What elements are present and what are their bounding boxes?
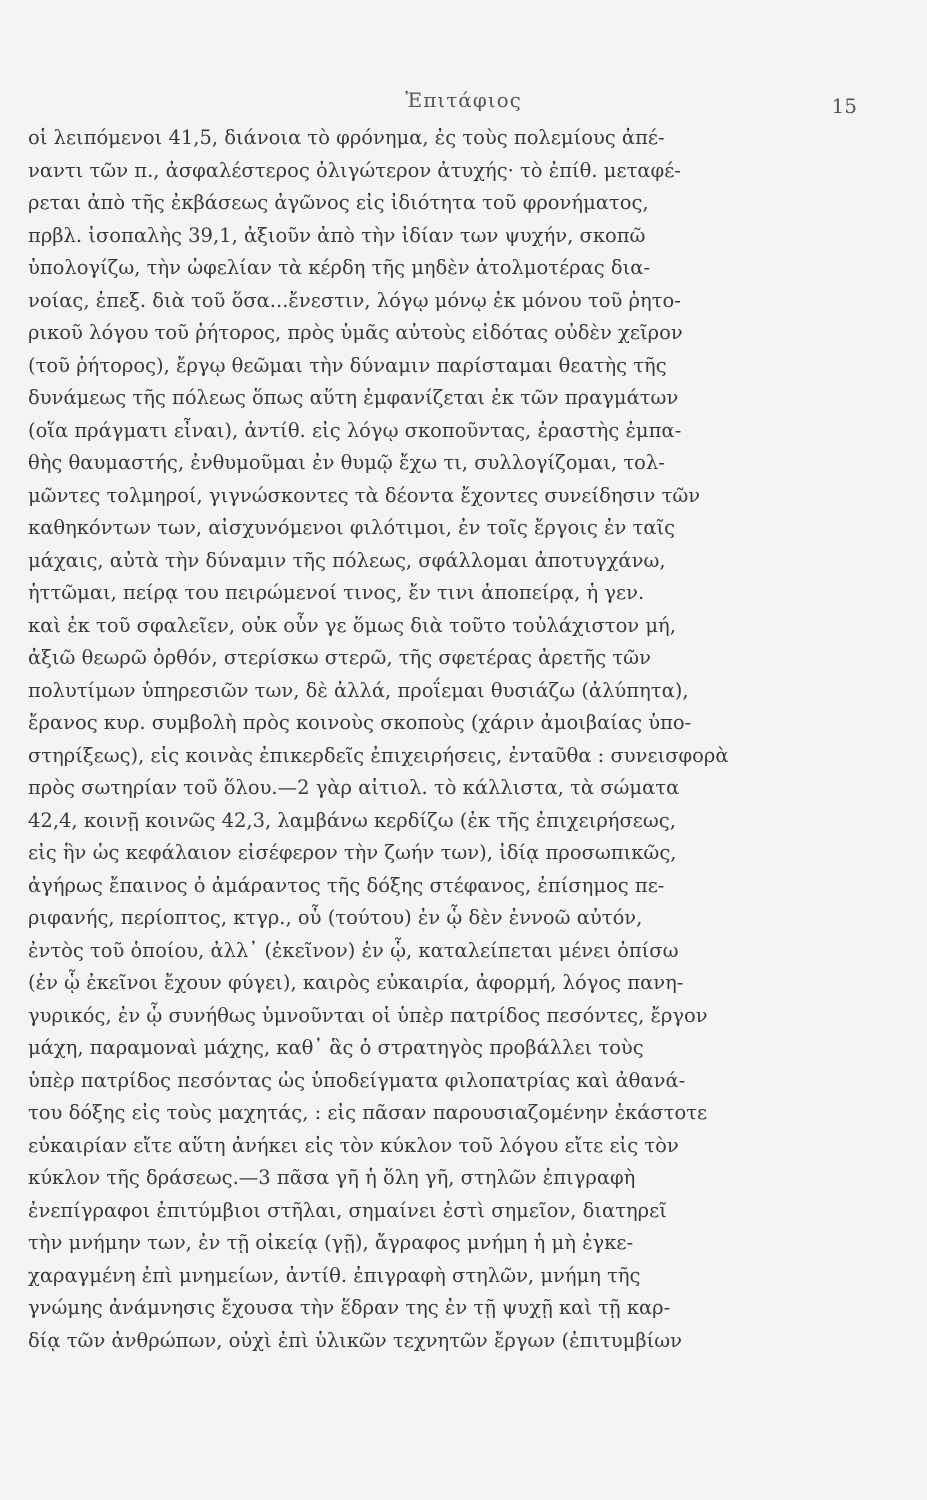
text-line: (οἵα πράγματι εἶναι), ἀντίθ. εἰς λόγῳ σκοποῦντας, ἐραστὴς ἐμπα- (28, 418, 682, 442)
text-line: εἰς ἣν ὡς κεφάλαιον εἰσέφερον τὴν ζωήν των), ἰδίᾳ προσωπικῶς, (28, 841, 677, 864)
text-line: κύκλον τῆς δράσεως.—3 πᾶσα γῆ ἡ ὅλη γῆ, στηλῶν ἐπιγραφὴ (28, 1166, 636, 1189)
text-line: χαραγμένη ἐπὶ μνημείων, ἀντίθ. ἐπιγραφὴ στηλῶν, μνήμη τῆς (28, 1263, 641, 1287)
text-line: (τοῦ ῥήτορος), ἔργῳ θεῶμαι τὴν δύναμιν παρίσταμαι θεατὴς τῆς (28, 353, 667, 377)
text-line: μῶντες τολμηροί, γιγνώσκοντες τὰ δέοντα ἔχοντες συνείδησιν τῶν (28, 483, 701, 507)
text-line: μάχη, παραμοναὶ μάχης, καθ᾽ ἃς ὁ στρατηγὸς προβάλλει τοὺς (28, 1036, 644, 1059)
text-line: τὴν μνήμην των, ἐν τῇ οἰκείᾳ (γῇ), ἄγραφος μνήμη ἡ μὴ ἐγκε- (28, 1231, 634, 1254)
text-line: (ἐν ᾧ ἐκεῖνοι ἔχουν φύγει), καιρὸς εὐκαιρία, ἀφορμή, λόγος πανη- (28, 971, 684, 994)
text-line: ἀγήρως ἔπαινος ὁ ἀμάραντος τῆς δόξης στέφανος, ἐπίσημος πε- (28, 873, 665, 897)
text-line: οἱ λειπόμενοι 41,5, διάνοια τὸ φρόνημα, ἐς τοὺς πολεμίους ἀπέ- (28, 126, 665, 149)
text-line: μάχαις, αὐτὰ τὴν δύναμιν τῆς πόλεως, σφάλλομαι ἀποτυγχάνω, (28, 548, 666, 572)
text-line: γυρικός, ἐν ᾧ συνήθως ὑμνοῦνται οἱ ὑπὲρ πατρίδος πεσόντες, ἔργον (28, 1003, 708, 1027)
text-line: ρικοῦ λόγου τοῦ ῥήτορος, πρὸς ὑμᾶς αὐτοὺς εἰδότας οὐδὲν χεῖρον (28, 321, 683, 344)
text-line: θὴς θαυμαστής, ἐνθυμοῦμαι ἐν θυμῷ ἔχω τι, συλλογίζομαι, τολ- (28, 451, 665, 474)
text-line: στηρίξεως), εἰς κοινὰς ἐπικερδεῖς ἐπιχειρήσεις, ἐνταῦθα : συνεισφορὰ (28, 743, 729, 767)
text-line: νοίας, ἐπεξ. διὰ τοῦ ὅσα...ἔνεστιν, λόγῳ μόνῳ ἐκ μόνου τοῦ ῥητο- (28, 288, 681, 312)
text-line: ἔρανος κυρ. συμβολὴ πρὸς κοινοὺς σκοποὺς (χάριν ἀμοιβαίας ὑπο- (28, 711, 692, 734)
text-line: καθηκόντων των, αἰσχυνόμενοι φιλότιμοι, ἐν τοῖς ἔργοις ἐν ταῖς (28, 516, 676, 539)
text-line: ἐντὸς τοῦ ὁποίου, ἀλλ᾽ (ἐκεῖνον) ἐν ᾧ, καταλείπεται μένει ὀπίσω (28, 938, 679, 962)
text-line: ὑπολογίζω, τὴν ὠφελίαν τὰ κέρδη τῆς μηδὲν ἀτολμοτέρας δια- (28, 256, 651, 279)
text-line: γνώμης ἀνάμνησις ἔχουσα τὴν ἕδραν της ἐν τῇ ψυχῇ καὶ τῇ καρ- (28, 1296, 671, 1319)
text-line: 42,4, κοινῇ κοινῶς 42,3, λαμβάνω κερδίζω (ἐκ τῆς ἐπιχειρήσεως, (28, 808, 676, 832)
text-line: καὶ ἐκ τοῦ σφαλεῖεν, οὐκ οὖν γε ὅμως διὰ τοῦτο τοὐλάχιστον μή, (28, 613, 676, 637)
text-line: ὑπὲρ πατρίδος πεσόντας ὡς ὑποδείγματα φιλοπατρίας καὶ ἀθανά- (28, 1068, 686, 1092)
commentary-text (28, 122, 854, 1357)
text-line: εὐκαιρίαν εἴτε αὕτη ἀνήκει εἰς τὸν κύκλον τοῦ λόγου εἴτε εἰς τὸν (28, 1133, 679, 1157)
text-line: ριφανής, περίοπτος, κτγρ., οὗ (τούτου) ἐν ᾧ δὲν ἐννοῶ αὐτόν, (28, 906, 643, 929)
text-line: ἀξιῶ θεωρῶ ὀρθόν, στερίσκω στερῶ, τῆς σφετέρας ἀρετῆς τῶν (28, 646, 651, 669)
text-line: δίᾳ τῶν ἀνθρώπων, οὐχὶ ἐπὶ ὑλικῶν τεχνητῶν ἔργων (ἐπιτυμβίων (28, 1328, 683, 1352)
page-number: 15 (831, 94, 857, 118)
text-line: ναντι τῶν π., ἀσφαλέστερος ὀλιγώτερον ἀτυχής· τὸ ἐπίθ. μεταφέ- (28, 158, 681, 182)
text-line: πρὸς σωτηρίαν τοῦ ὅλου.—2 γὰρ αἰτιολ. τὸ κάλλιστα, τὰ σώματα (28, 776, 680, 799)
text-line: ἡττῶμαι, πείρᾳ του πειρώμενοί τινος, ἔν τινι ἀποπείρᾳ, ἡ γεν. (28, 581, 645, 604)
text-line: πολυτίμων ὑπηρεσιῶν των, δὲ ἀλλά, προΐεμαι θυσιάζω (ἀλύπητα), (28, 678, 689, 702)
text-line: ἐνεπίγραφοι ἐπιτύμβιοι στῆλαι, σημαίνει ἐστὶ σημεῖον, διατηρεῖ (28, 1198, 667, 1222)
text-line: δυνάμεως τῆς πόλεως ὅπως αὕτη ἐμφανίζεται ἐκ τῶν πραγμάτων (28, 386, 679, 409)
text-line: ρεται ἀπὸ τῆς ἐκβάσεως ἀγῶνος εἰς ἰδιότητα τοῦ φρονήματος, (28, 191, 649, 214)
running-head: Ἐπιτάφιος (405, 88, 522, 112)
text-line: πρβλ. ἰσοπαλὴς 39,1, ἀξιοῦν ἀπὸ τὴν ἰδίαν των ψυχήν, σκοπῶ (28, 223, 646, 247)
text-line: του δόξης εἰς τοὺς μαχητάς, : εἰς πᾶσαν παρουσιαζομένην ἑκάστοτε (28, 1101, 708, 1124)
